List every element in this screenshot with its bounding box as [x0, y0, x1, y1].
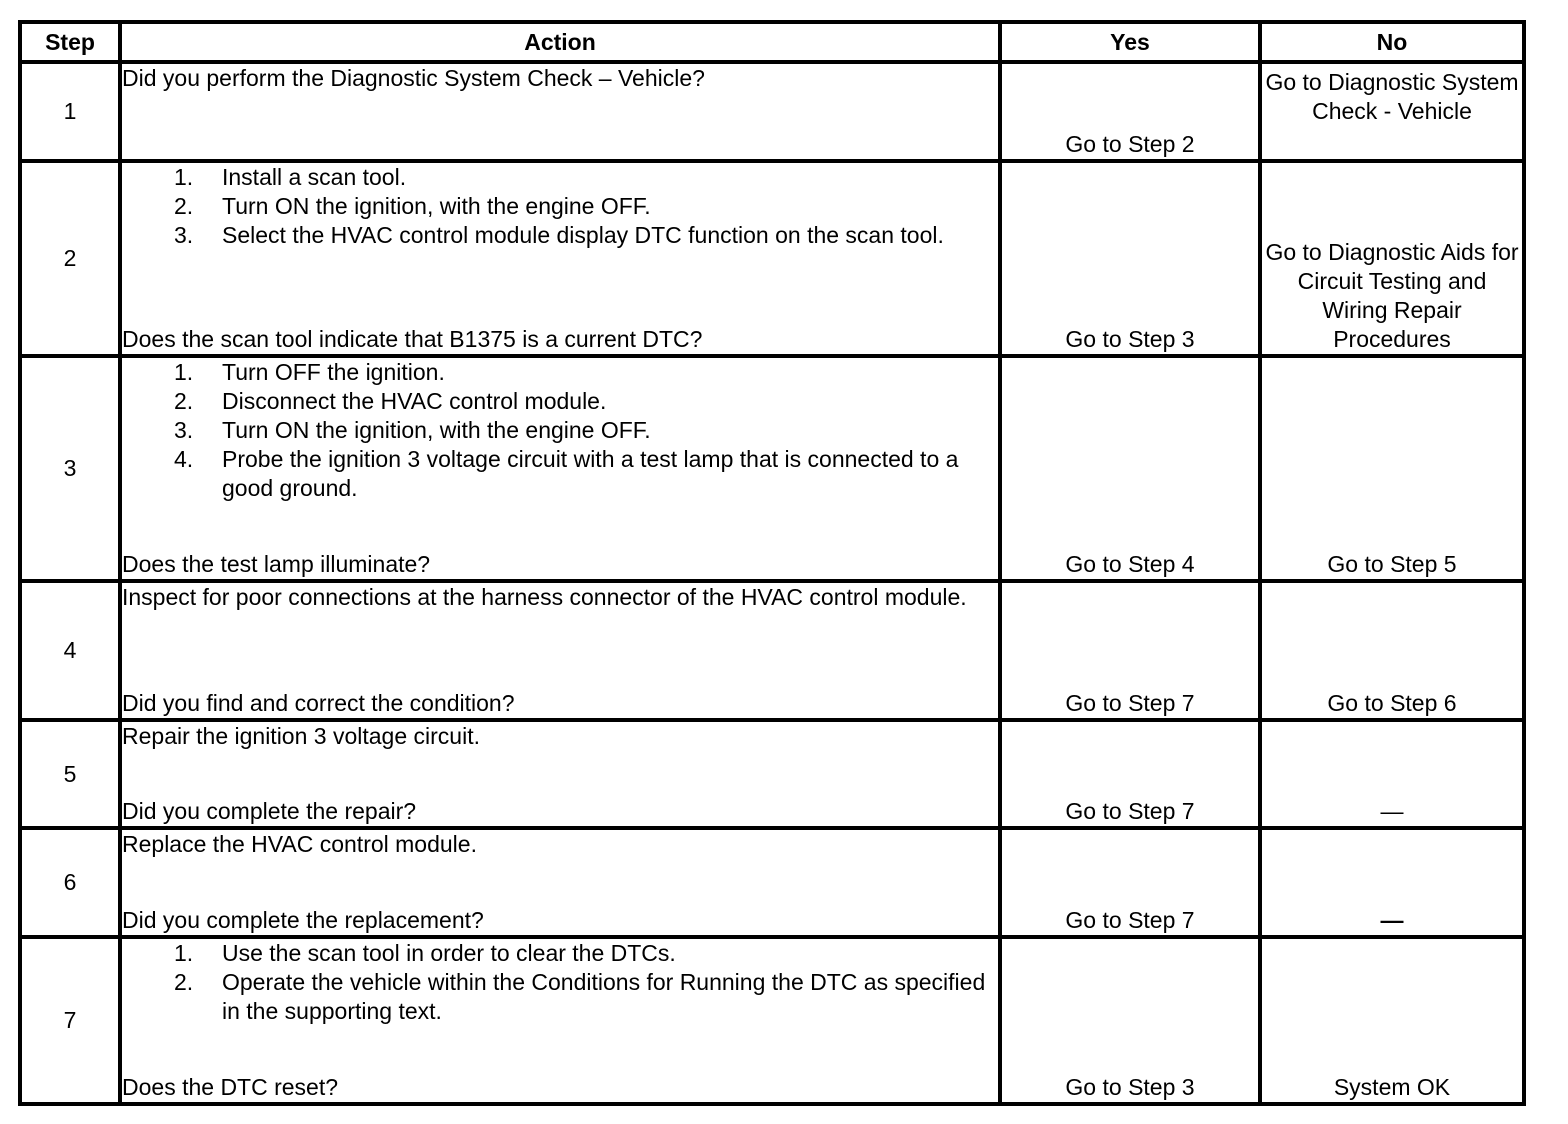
list-item: 3. Turn ON the ignition, with the engine OFF.: [174, 416, 651, 443]
table-row: [20, 62, 1524, 161]
yes-result: Go to Step 7: [1000, 720, 1260, 829]
table-row: [20, 581, 1524, 720]
action-cell: [120, 356, 1000, 581]
question-text: Did you complete the replacement?: [122, 907, 484, 934]
no-result: —: [1260, 720, 1524, 829]
action-cell: [120, 720, 1000, 829]
no-result: System OK: [1260, 937, 1524, 1104]
step-number: 6: [20, 828, 120, 937]
list-item: 2. Disconnect the HVAC control module.: [174, 387, 607, 414]
step-number: 7: [20, 937, 120, 1104]
table-row: [20, 720, 1524, 829]
list-item: 3. Select the HVAC control module display DTC function on the scan tool.: [174, 221, 944, 248]
instruction-list: [122, 163, 998, 250]
question-text: Does the test lamp illuminate?: [122, 550, 431, 577]
action-text: Inspect for poor connections at the harness connector of the HVAC control module.: [122, 583, 967, 610]
instruction-list: [122, 358, 998, 503]
action-cell: [120, 581, 1000, 720]
list-item: 4. Probe the ignition 3 voltage circuit with a test lamp that is connected to a good ground.: [174, 445, 959, 501]
instruction-list: [122, 939, 998, 1026]
step-number: 5: [20, 720, 120, 829]
question-text: Did you complete the repair?: [122, 798, 417, 825]
question-text: Does the scan tool indicate that B1375 is a current DTC?: [122, 325, 703, 352]
step-number: 1: [20, 62, 120, 161]
header-no: No: [1260, 22, 1524, 62]
no-result: Go to Diagnostic System Check - Vehicle: [1260, 62, 1524, 161]
action-text: Did you perform the Diagnostic System Check – Vehicle?: [122, 65, 705, 91]
step-number: 4: [20, 581, 120, 720]
table-row: [20, 356, 1524, 581]
action-text: Repair the ignition 3 voltage circuit.: [122, 722, 480, 749]
action-text: Replace the HVAC control module.: [122, 831, 477, 858]
table-row: [20, 828, 1524, 937]
action-cell: [120, 937, 1000, 1104]
action-cell: [120, 62, 1000, 161]
list-item: 1. Use the scan tool in order to clear the DTCs.: [174, 940, 676, 967]
no-result: Go to Step 6: [1260, 581, 1524, 720]
yes-result: Go to Step 3: [1000, 161, 1260, 356]
step-number: 2: [20, 161, 120, 356]
header-yes: Yes: [1000, 22, 1260, 62]
list-item: 1. Turn OFF the ignition.: [174, 358, 445, 385]
header-row: [20, 22, 1524, 62]
action-cell: [120, 828, 1000, 937]
table-row: [20, 937, 1524, 1104]
list-item: 1. Install a scan tool.: [174, 163, 407, 190]
no-result: —: [1260, 828, 1524, 937]
table-row: [20, 161, 1524, 356]
action-cell: [120, 161, 1000, 356]
diagnostic-table: [18, 20, 1526, 1106]
yes-result: Go to Step 4: [1000, 356, 1260, 581]
no-result: Go to Step 5: [1260, 356, 1524, 581]
step-number: 3: [20, 356, 120, 581]
yes-result: Go to Step 7: [1000, 581, 1260, 720]
yes-result: Go to Step 7: [1000, 828, 1260, 937]
question-text: Did you find and correct the condition?: [122, 689, 515, 716]
header-action: Action: [120, 22, 1000, 62]
header-step: Step: [20, 22, 120, 62]
list-item: 2. Turn ON the ignition, with the engine OFF.: [174, 192, 651, 219]
yes-result: Go to Step 2: [1000, 62, 1260, 161]
list-item: 2. Operate the vehicle within the Conditions for Running the DTC as specified in the supporting text.: [174, 969, 986, 1025]
no-result: Go to Diagnostic Aids for Circuit Testing and Wiring Repair Procedures: [1260, 161, 1524, 356]
yes-result: Go to Step 3: [1000, 937, 1260, 1104]
question-text: Does the DTC reset?: [122, 1074, 339, 1100]
